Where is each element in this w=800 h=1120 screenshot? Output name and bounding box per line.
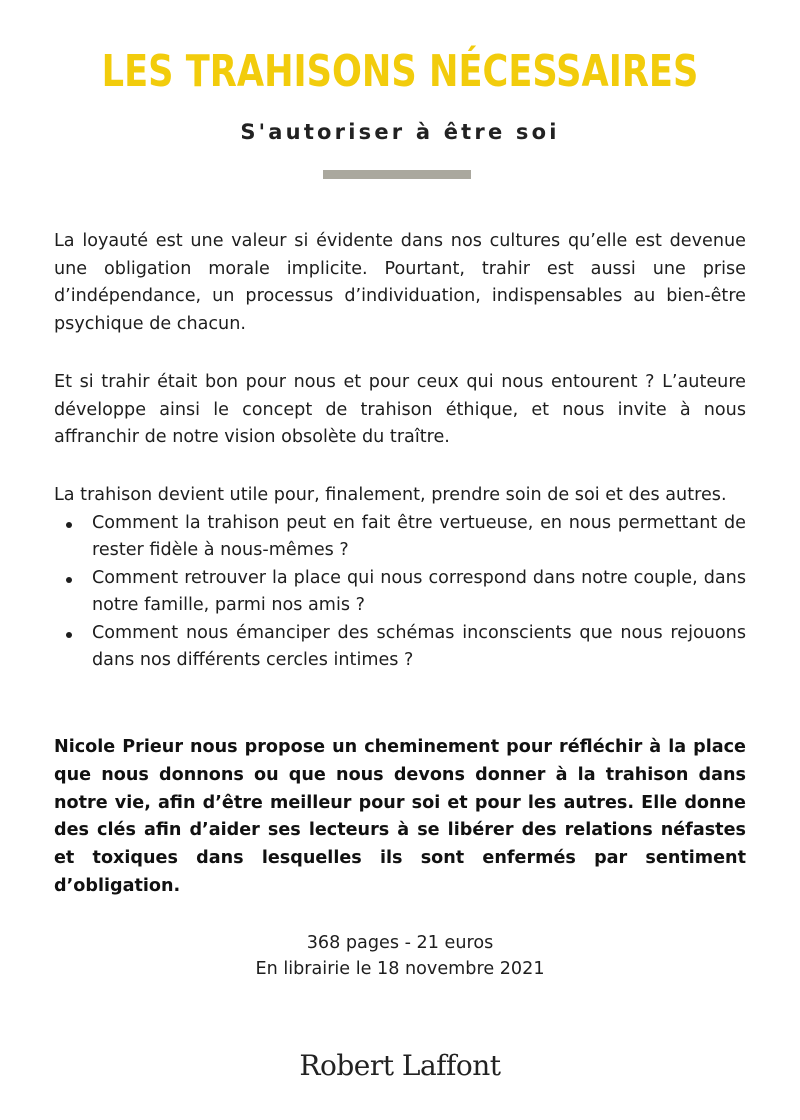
page-subtitle: S'autoriser à être soi <box>240 120 560 144</box>
paragraph-author-summary: Nicole Prieur nous propose un cheminement pour réfléchir à la place que nous donnons ou que nous devons donner à la trahison dans notre vie, afin d’être meilleur pour soi et pour les autres. Elle donne des clés afin d’aider ses lecteurs à se libérer des relations néfastes et toxiques dans lesquelles ils sont enfermés par sentiment d’obligation. <box>54 737 746 896</box>
bullet-dot-icon <box>66 632 72 638</box>
page-title: LES TRAHISONS NÉCESSAIRES <box>101 46 699 97</box>
bullet-text: Comment nous émanciper des schémas inconscients que nous rejouons dans nos différents cercles intimes ? <box>92 622 746 670</box>
bullet-text: Comment retrouver la place qui nous correspond dans notre couple, dans notre famille, parmi nos amis ? <box>92 567 746 615</box>
release-date: En librairie le 18 novembre 2021 <box>255 959 545 979</box>
bullet-item <box>54 565 746 620</box>
bullet-dot-icon <box>66 522 72 528</box>
bullet-item <box>54 510 746 565</box>
paragraph-utility: La trahison devient utile pour, finalement, prendre soin de soi et des autres. <box>54 485 727 505</box>
paragraph-bullets-section <box>54 482 746 675</box>
divider-bar <box>323 170 471 179</box>
publisher-logo: Robert Laffont <box>299 1049 501 1082</box>
bullet-item <box>54 620 746 675</box>
book-details: 368 pages - 21 euros <box>306 933 494 953</box>
paragraph-question: Et si trahir était bon pour nous et pour ceux qui nous entourent ? L’auteure développe ainsi le concept de trahison éthique, et nous invite à nous affranchir de notre vision obsolète du traître. <box>54 372 746 447</box>
paragraph-intro: La loyauté est une valeur si évidente dans nos cultures qu’elle est devenue une obligation morale implicite. Pourtant, trahir est aussi une prise d’indépendance, un processus d’individuation, indispensables au bien-être psychique de chacun. <box>54 231 746 334</box>
bullet-text: Comment la trahison peut en fait être vertueuse, en nous permettant de rester fidèle à nous-mêmes ? <box>92 512 746 560</box>
bullet-list <box>54 510 746 675</box>
bullet-dot-icon <box>66 577 72 583</box>
